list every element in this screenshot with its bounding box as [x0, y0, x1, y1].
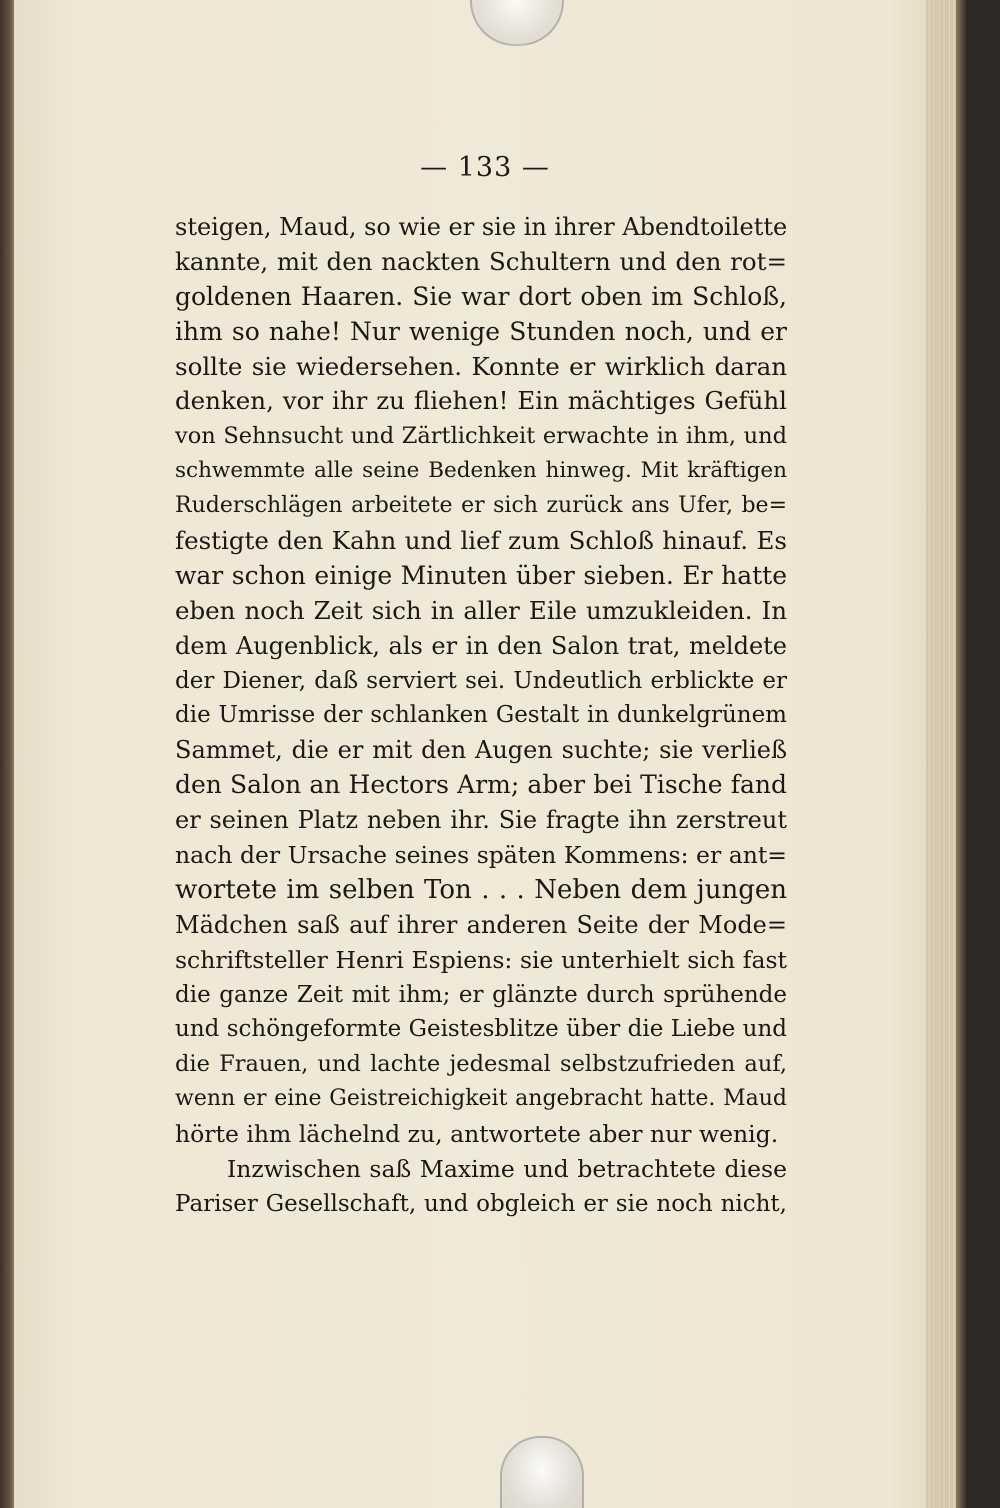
bottom-clip	[500, 1436, 584, 1508]
text-line: wenn er eine Geistreichigkeit angebracht hatte. Maud	[175, 1086, 787, 1112]
text-line: Pariser Gesellschaft, und obgleich er sie noch nicht,	[175, 1190, 787, 1217]
body-text	[175, 210, 787, 1222]
text-line: die Umrisse der schlanken Gestalt in dunkelgrünem	[175, 702, 787, 729]
text-line: die Frauen, und lachte jedesmal selbstzufrieden auf,	[175, 1051, 787, 1078]
text-line: Ruderschlägen arbeitete er sich zurück ans Ufer, be=	[175, 493, 787, 519]
text-line: denken, vor ihr zu fliehen! Ein mächtiges Gefühl	[175, 386, 787, 416]
text-line: ihm so nahe! Nur wenige Stunden noch, und er	[175, 316, 787, 346]
text-line: eben noch Zeit sich in aller Eile umzukleiden. In	[175, 595, 787, 625]
text-line: kannte, mit den nackten Schultern und den rot=	[175, 246, 787, 276]
page-number: — 133 —	[420, 152, 550, 183]
text-line: und schöngeformte Geistesblitze über die Liebe und	[175, 1016, 787, 1043]
text-line-indented: Inzwischen saß Maxime und betrachtete diese	[227, 1155, 787, 1184]
text-line: wortete im selben Ton . . . Neben dem jungen	[175, 874, 787, 905]
text-line: festigte den Kahn und lief zum Schloß hinauf. Es	[175, 526, 787, 556]
text-line: er seinen Platz neben ihr. Sie fragte ihn zerstreut	[175, 806, 787, 835]
text-line: nach der Ursache seines späten Kommens: er ant=	[175, 841, 787, 870]
text-line: der Diener, daß serviert sei. Undeutlich erblickte er	[175, 667, 787, 694]
text-line: Sammet, die er mit den Augen suchte; sie verließ	[175, 736, 787, 765]
text-line: sollte sie wiedersehen. Konnte er wirklich daran	[175, 351, 787, 381]
text-line: die ganze Zeit mit ihm; er glänzte durch sprühende	[175, 981, 787, 1008]
text-line: hörte ihm lächelnd zu, antwortete aber nur wenig.	[175, 1120, 779, 1149]
text-line: steigen, Maud, so wie er sie in ihrer Abendtoilette	[175, 213, 787, 241]
text-line: den Salon an Hectors Arm; aber bei Tische fand	[175, 770, 787, 800]
text-line: dem Augenblick, als er in den Salon trat, meldete	[175, 631, 787, 660]
page-stack-edge	[926, 0, 966, 1508]
text-line: schwemmte alle seine Bedenken hinweg. Mit kräftigen	[175, 458, 787, 484]
text-line: schriftsteller Henri Espiens: sie unterhielt sich fast	[175, 945, 787, 974]
text-line: war schon einige Minuten über sieben. Er hatte	[175, 560, 787, 590]
text-line: Mädchen saß auf ihrer anderen Seite der Mode=	[175, 910, 787, 939]
text-line: von Sehnsucht und Zärtlichkeit erwachte in ihm, und	[175, 423, 787, 450]
text-line: goldenen Haaren. Sie war dort oben im Schloß,	[175, 281, 787, 311]
